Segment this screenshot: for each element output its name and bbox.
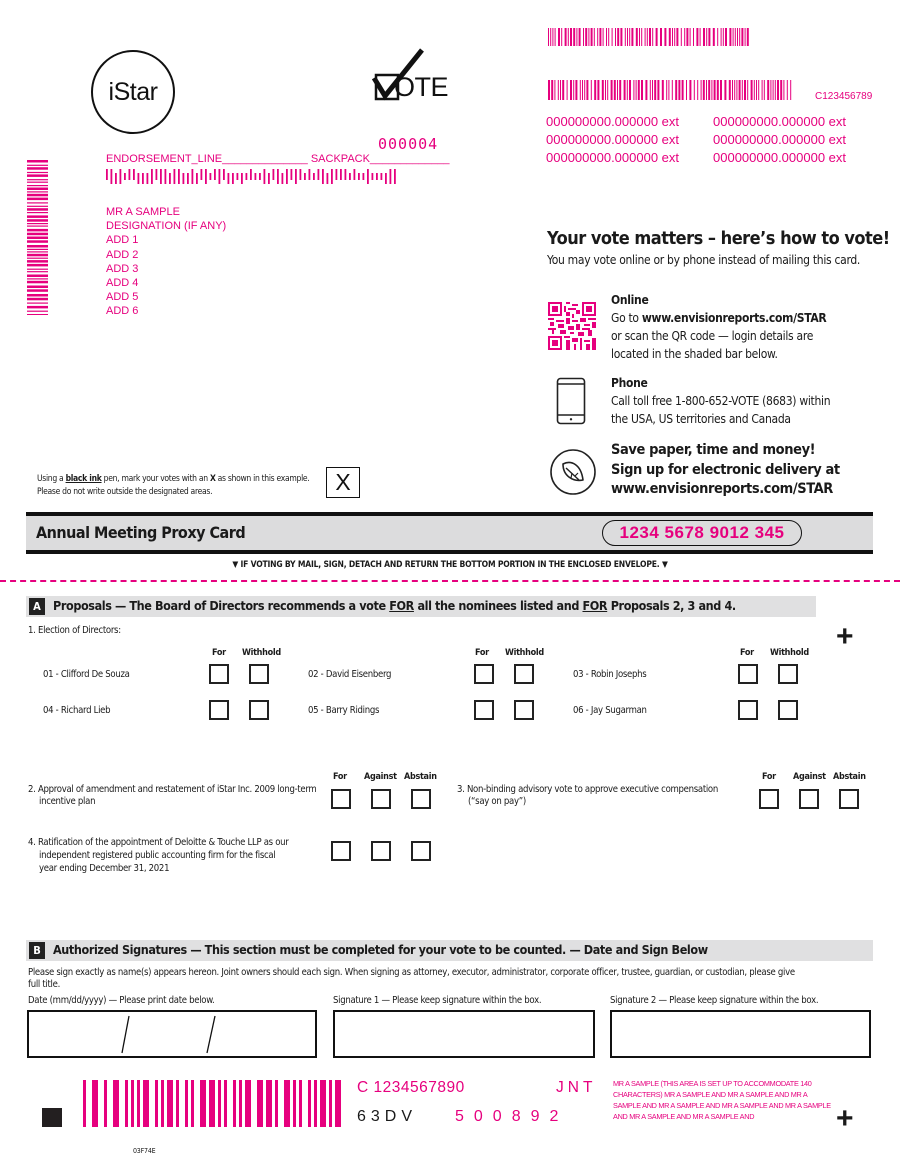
- registration-plus-icon: +: [836, 620, 854, 653]
- vote-logo-text: OTE: [394, 72, 449, 102]
- address-line: ADD 6: [106, 305, 139, 318]
- istar-logo: [91, 50, 175, 134]
- title-text: Proposals — The Board of Directors recommends a vote: [53, 598, 390, 613]
- online-text: located in the shaded bar below.: [611, 347, 778, 361]
- proposal-2-for-checkbox[interactable]: [331, 789, 351, 809]
- proposal-2-line: incentive plan: [39, 796, 96, 807]
- phone-title: Phone: [611, 376, 648, 390]
- how-to-vote-heading: Your vote matters – here’s how to vote!: [547, 228, 890, 249]
- date-label: Date (mm/dd/yyyy) — Please print date below.: [28, 995, 215, 1006]
- mailing-address: [106, 205, 226, 319]
- x-mark-icon: X: [335, 469, 351, 495]
- address-line: ADD 3: [106, 262, 139, 275]
- proposal-4-against-checkbox[interactable]: [371, 841, 391, 861]
- title-text: Proposals 2, 3 and 4.: [607, 598, 736, 613]
- director-01-for-checkbox[interactable]: [209, 664, 229, 684]
- edelivery-text: Sign up for electronic delivery at: [611, 461, 840, 478]
- instr-x: X: [209, 474, 216, 484]
- vote-online-block: [611, 291, 826, 363]
- instr-text: pen, mark your votes with an: [101, 474, 210, 484]
- col-for: For: [212, 648, 226, 658]
- proposal-3-text: [457, 784, 718, 808]
- address-line: ADD 4: [106, 277, 139, 290]
- section-b-title: Authorized Signatures — This section must be completed for your vote to be counted. — Date and Sign Below: [53, 942, 708, 957]
- proposal-3-for-checkbox[interactable]: [759, 789, 779, 809]
- section-a-header: [26, 596, 816, 617]
- edelivery-block: [611, 441, 840, 500]
- top-barcode-2: [548, 80, 794, 100]
- title-text: all the nominees listed and: [413, 598, 583, 613]
- col-against: Against: [793, 772, 826, 782]
- instr-text: Using a: [37, 474, 66, 484]
- director-04-name: 04 - Richard Lieb: [43, 705, 111, 716]
- print-code: 03F74E: [133, 1147, 156, 1155]
- section-a-title: [53, 598, 736, 613]
- director-06-for-checkbox[interactable]: [738, 700, 758, 720]
- phone-icon: [556, 377, 586, 425]
- ext-line: 000000000.000000 ext: [546, 131, 680, 147]
- online-text: or scan the QR code — login details are: [611, 329, 814, 343]
- account-number: 500892: [455, 1108, 569, 1125]
- proposal-4-text: [28, 836, 288, 875]
- c-number: C 1234567890: [357, 1079, 465, 1096]
- address-line: MR A SAMPLE: [106, 206, 180, 218]
- proposal-2-line: 2. Approval of amendment and restatement of iStar Inc. 2009 long-term: [28, 784, 317, 795]
- title-for: FOR: [389, 598, 414, 613]
- col-abstain: Abstain: [833, 772, 866, 782]
- control-number: 1234 5678 9012 345: [602, 520, 802, 546]
- signature-instructions: [28, 967, 878, 991]
- how-to-vote-subheading: You may vote online or by phone instead of mailing this card.: [547, 253, 861, 267]
- online-url-link[interactable]: www.envisionreports.com/STAR: [641, 311, 827, 325]
- address-line: DESIGNATION (IF ANY): [106, 220, 227, 233]
- sequence-number: 000004: [378, 135, 439, 153]
- title-for: FOR: [582, 598, 608, 613]
- address-line: ADD 1: [106, 234, 139, 247]
- example-marked-box: [326, 467, 360, 498]
- proposal-3-against-checkbox[interactable]: [799, 789, 819, 809]
- signature-instructions-line: full title.: [28, 979, 61, 990]
- phone-text: Call toll free 1-800-652-VOTE (8683) within: [611, 394, 831, 408]
- endorsement-line: ENDORSEMENT_LINE______________ SACKPACK_____________: [106, 153, 450, 165]
- director-02-name: 02 - David Eisenberg: [308, 669, 392, 680]
- edelivery-text: Save paper, time and money!: [611, 442, 816, 458]
- signature-1-label: Signature 1 — Please keep signature within the box.: [333, 995, 542, 1006]
- proposal-4-line: year ending December 31, 2021: [39, 863, 170, 874]
- proposal-3-line: 3. Non-binding advisory vote to approve executive compensation: [457, 784, 718, 795]
- proxy-card-title: Annual Meeting Proxy Card: [36, 523, 246, 542]
- proposal-2-abstain-checkbox[interactable]: [411, 789, 431, 809]
- signature-2-label: Signature 2 — Please keep signature within the box.: [610, 995, 819, 1006]
- proposal-4-abstain-checkbox[interactable]: [411, 841, 431, 861]
- proposal-4-line: 4. Ratification of the appointment of Deloitte & Touche LLP as our: [28, 837, 289, 848]
- director-04-for-checkbox[interactable]: [209, 700, 229, 720]
- director-05-for-checkbox[interactable]: [474, 700, 494, 720]
- edelivery-url-link[interactable]: www.envisionreports.com/STAR: [611, 481, 833, 497]
- section-a-letter: A: [29, 598, 45, 615]
- ext-line: 000000000.000000 ext: [546, 114, 680, 129]
- director-02-withhold-checkbox[interactable]: [514, 664, 534, 684]
- perforation-line: [0, 580, 900, 582]
- director-01-withhold-checkbox[interactable]: [249, 664, 269, 684]
- ext-codes: [546, 113, 883, 166]
- ext-line: 000000000.000000 ext: [713, 114, 847, 129]
- col-withhold: Withhold: [770, 648, 809, 658]
- date-separators: [27, 1010, 317, 1058]
- intelligent-mail-barcode: [106, 169, 401, 184]
- col-against: Against: [364, 772, 397, 782]
- bottom-barcode: [83, 1080, 347, 1127]
- vote-logo: [372, 48, 462, 104]
- marking-instructions: [37, 473, 309, 499]
- instr-emphasis: black ink: [65, 474, 102, 484]
- section-b-header: [26, 940, 873, 961]
- date-field[interactable]: [27, 1010, 317, 1058]
- ext-line: 000000000.000000 ext: [713, 131, 847, 147]
- col-for: For: [475, 648, 489, 658]
- director-05-withhold-checkbox[interactable]: [514, 700, 534, 720]
- col-for: For: [740, 648, 754, 658]
- online-text: Go to: [611, 311, 642, 325]
- registration-plus-icon: +: [836, 1102, 854, 1135]
- qr-code-icon[interactable]: [548, 302, 596, 350]
- director-02-for-checkbox[interactable]: [474, 664, 494, 684]
- ext-line: 000000000.000000 ext: [546, 149, 680, 165]
- vertical-barcode: [27, 160, 48, 315]
- proposal-4-for-checkbox[interactable]: [331, 841, 351, 861]
- director-03-withhold-checkbox[interactable]: [778, 664, 798, 684]
- instr-text: Please do not write outside the designated areas.: [37, 487, 213, 497]
- director-01-name: 01 - Clifford De Souza: [43, 669, 130, 680]
- form-code: 63DV: [357, 1108, 418, 1125]
- signature-2-field[interactable]: [610, 1010, 871, 1058]
- signature-instructions-line: Please sign exactly as name(s) appears hereon. Joint owners should each sign. When signing as attorney, executor, administrator, corporate officer, trustee, guardian, or custodian, please give: [28, 967, 795, 978]
- proposal-1-label: 1. Election of Directors:: [28, 625, 121, 636]
- online-title: Online: [611, 293, 649, 307]
- proposal-3-line: (“say on pay”): [468, 796, 526, 807]
- top-barcode-1: [548, 28, 750, 46]
- client-code: C123456789: [815, 91, 873, 102]
- instr-text: as shown in this example.: [215, 474, 310, 484]
- director-06-withhold-checkbox[interactable]: [778, 700, 798, 720]
- director-04-withhold-checkbox[interactable]: [249, 700, 269, 720]
- col-for: For: [333, 772, 347, 782]
- director-03-name: 03 - Robin Josephs: [573, 669, 647, 680]
- detach-notice: ▼ IF VOTING BY MAIL, SIGN, DETACH AND RETURN THE BOTTOM PORTION IN THE ENCLOSED ENVELOPE. ▼: [232, 560, 668, 570]
- director-03-for-checkbox[interactable]: [738, 664, 758, 684]
- registration-square: [42, 1108, 62, 1127]
- proposal-2-text: [28, 784, 316, 808]
- director-05-name: 05 - Barry Ridings: [308, 705, 380, 716]
- address-line: ADD 5: [106, 291, 139, 304]
- jnt-code: JNT: [556, 1079, 597, 1096]
- col-withhold: Withhold: [242, 648, 281, 658]
- signature-1-field[interactable]: [333, 1010, 595, 1058]
- phone-text: the USA, US territories and Canada: [611, 412, 791, 426]
- director-06-name: 06 - Jay Sugarman: [573, 705, 647, 716]
- col-abstain: Abstain: [404, 772, 437, 782]
- istar-logo-text: iStar: [108, 77, 158, 106]
- registration-name-area: MR A SAMPLE (THIS AREA IS SET UP TO ACCOMMODATE 140 CHARACTERS) MR A SAMPLE AND MR A SAMPLE AND MR A SAMPLE AND MR A SAMPLE AND MR A SAMPLE AND MR A SAMPLE AND MR A SAMPLE AND MR A SAMPLE AND: [613, 1079, 831, 1121]
- col-withhold: Withhold: [505, 648, 544, 658]
- proxy-card-bar: [26, 512, 873, 554]
- section-b-letter: B: [29, 942, 45, 959]
- proposal-4-line: independent registered public accounting firm for the fiscal: [39, 850, 276, 861]
- address-line: ADD 2: [106, 248, 139, 261]
- proposal-2-against-checkbox[interactable]: [371, 789, 391, 809]
- col-for: For: [762, 772, 776, 782]
- ext-line: 000000000.000000 ext: [713, 149, 847, 165]
- vote-phone-block: [611, 374, 830, 428]
- leaf-icon: [549, 448, 597, 496]
- proposal-3-abstain-checkbox[interactable]: [839, 789, 859, 809]
